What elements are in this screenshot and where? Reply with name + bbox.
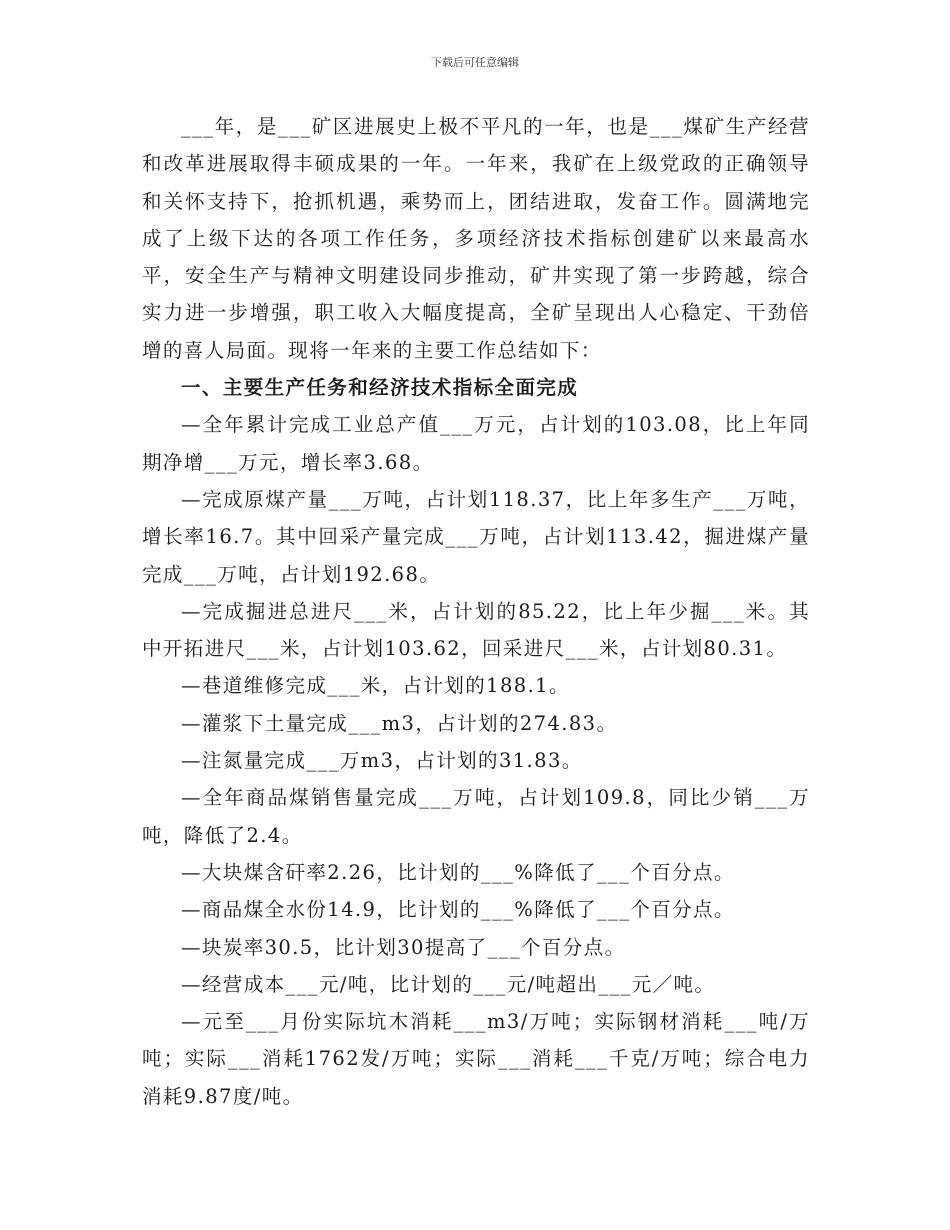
indicator-moisture-content: —商品煤全水份14.9，比计划的___%降低了___个百分点。	[181, 898, 735, 922]
indicator-lump-rate: —块炭率30.5，比计划30提高了___个百分点。	[181, 935, 626, 959]
indicator-operating-cost: —经营成本___元/吨，比计划的___元/吨超出___元／吨。	[181, 972, 716, 996]
intro-paragraph: ___年，是___矿区进展史上极不平凡的一年，也是___煤矿生产经营和改革进展取得丰硕成果的一年。一年来，我矿在上级党政的正确领导和关怀支持下，抢抓机遇，乘势而上，团结进取，发奋工作。圆满地完成了上级下达的各项工作任务，多项经济技术指标创建矿以来最高水平，安全生产与精神文明建设同步推动，矿井实现了第一步跨越，综合实力进一步增强，职工收入大幅度提高，全矿呈现出人心稳定、干劲倍增的喜人局面。现将一年来的主要工作总结如下：	[142, 115, 810, 362]
indicator-industrial-output: —全年累计完成工业总产值___万元，占计划的103.08，比上年同期净增___万元，增长率3.68。	[142, 413, 810, 474]
indicator-grouting-soil: —灌浆下土量完成___m3，占计划的274.83。	[181, 711, 618, 735]
indicator-nitrogen-injection: —注氮量完成___万m3，占计划的31.83。	[181, 749, 583, 773]
indicator-roadway-maintenance: —巷道维修完成___米，占计划的188.1。	[181, 674, 570, 698]
indicator-lump-coal-gangue: —大块煤含矸率2.26，比计划的___%降低了___个百分点。	[181, 860, 735, 884]
indicator-material-consumption: —元至___月份实际坑木消耗___m3/万吨；实际钢材消耗___吨/万吨；实际___消耗1762发/万吨；实际___消耗___千克/万吨；综合电力消耗9.87度/吨。	[142, 1010, 810, 1108]
document-body	[142, 108, 810, 1115]
page-header: 下载后可任意编辑	[431, 56, 519, 69]
indicator-raw-coal-output: —完成原煤产量___万吨，占计划118.37，比上年多生产___万吨，增长率16.7。其中回采产量完成___万吨，占计划113.42，掘进煤产量完成___万吨，占计划192.68。	[142, 487, 810, 586]
section-heading: 一、主要生产任务和经济技术指标全面完成	[181, 376, 579, 400]
indicator-commercial-coal-sales: —全年商品煤销售量完成___万吨，占计划109.8，同比少销___万吨，降低了2.4。	[142, 786, 810, 847]
indicator-tunneling-footage: —完成掘进总进尺___米，占计划的85.22，比上年少掘___米。其中开拓进尺___米，占计划103.62，回采进尺___米，占计划80.31。	[142, 599, 810, 661]
